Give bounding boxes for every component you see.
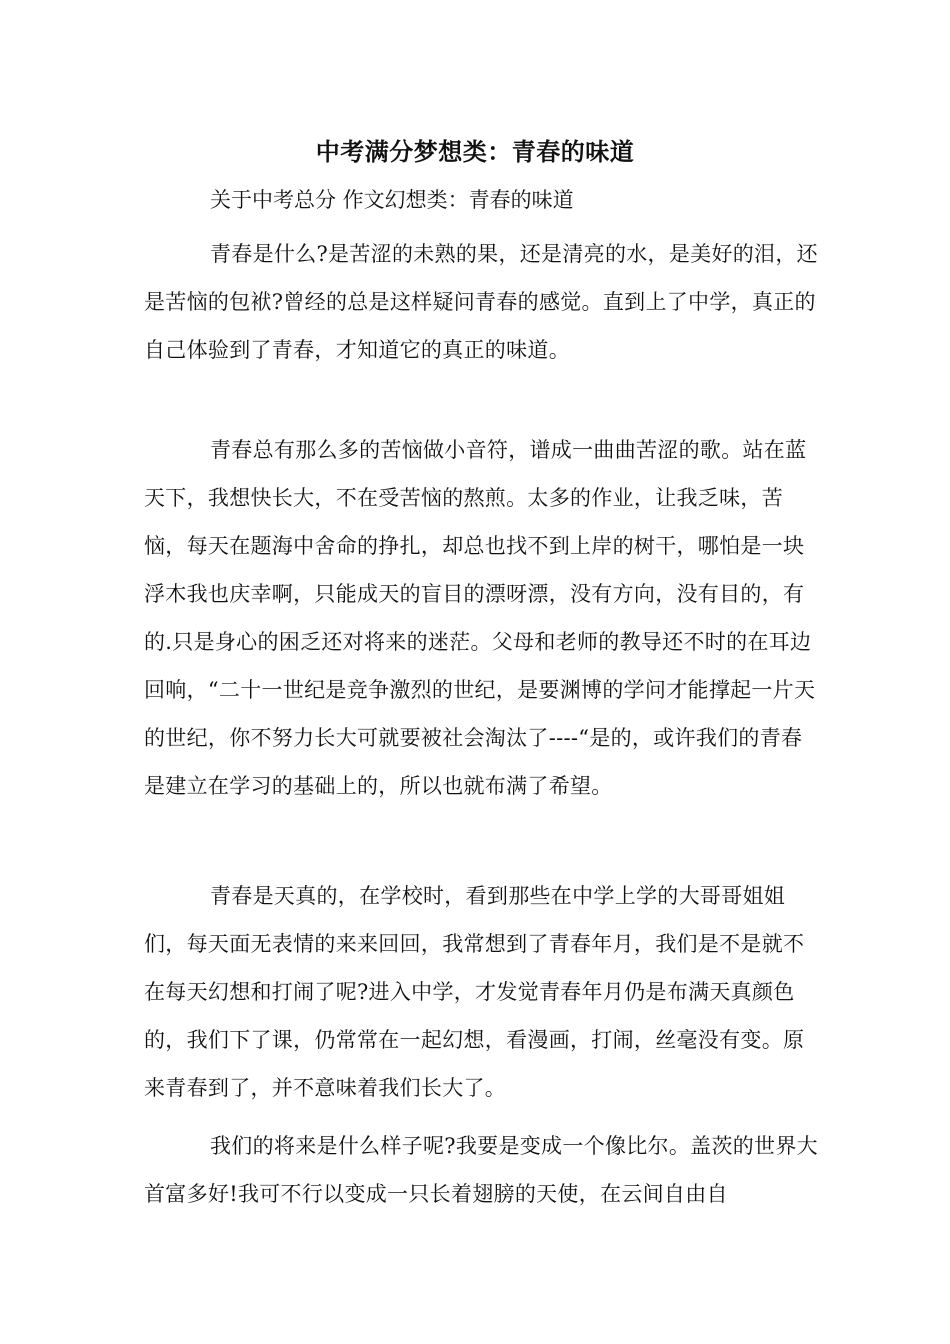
- paragraph-2: 青春总有那么多的苦恼做小音符，谱成一曲曲苦涩的歌。站在蓝天下，我想快长大，不在受苦恼的熬煎。太多的作业，让我乏味，苦恼，每天在题海中舍命的挣扎，却总也找不到上岸的树干，哪怕是一块浮木我也庆幸啊，只能成天的盲目的漂呀漂，没有方向，没有目的，有的.只是身心的困乏还对将来的迷茫。父母和老师的教导还不时的在耳边回响，“二十一世纪是竞争激烈的世纪，是要渊博的学问才能撑起一片天的世纪，你不努力长大可就要被社会淘汰了----“是的，或许我们的青春是建立在学习的基础上的，所以也就布满了希望。: [144, 438, 816, 798]
- paragraph-4: 我们的将来是什么样子呢?我要是变成一个像比尔。盖茨的世界大首富多好!我可不行以变成一只长着翅膀的天使，在云间自由自: [144, 1134, 818, 1206]
- paragraph-1: 青春是什么?是苦涩的未熟的果，还是清亮的水，是美好的泪，还是苦恼的包袱?曾经的总是这样疑问青春的感觉。直到上了中学，真正的自己体验到了青春，才知道它的真正的味道。: [144, 242, 818, 362]
- paragraph-3: 青春是天真的，在学校时，看到那些在中学上学的大哥哥姐姐们，每天面无表情的来来回回，我常想到了青春年月，我们是不是就不在每天幻想和打闹了呢?进入中学，才发觉青春年月仍是布满天真颜色的，我们下了课，仍常常在一起幻想，看漫画，打闹，丝毫没有变。原来青春到了，并不意味着我们长大了。: [144, 884, 805, 1100]
- document-title: 中考满分梦想类：青春的味道: [315, 138, 635, 166]
- document-subtitle: 关于中考总分 作文幻想类：青春的味道: [210, 188, 574, 212]
